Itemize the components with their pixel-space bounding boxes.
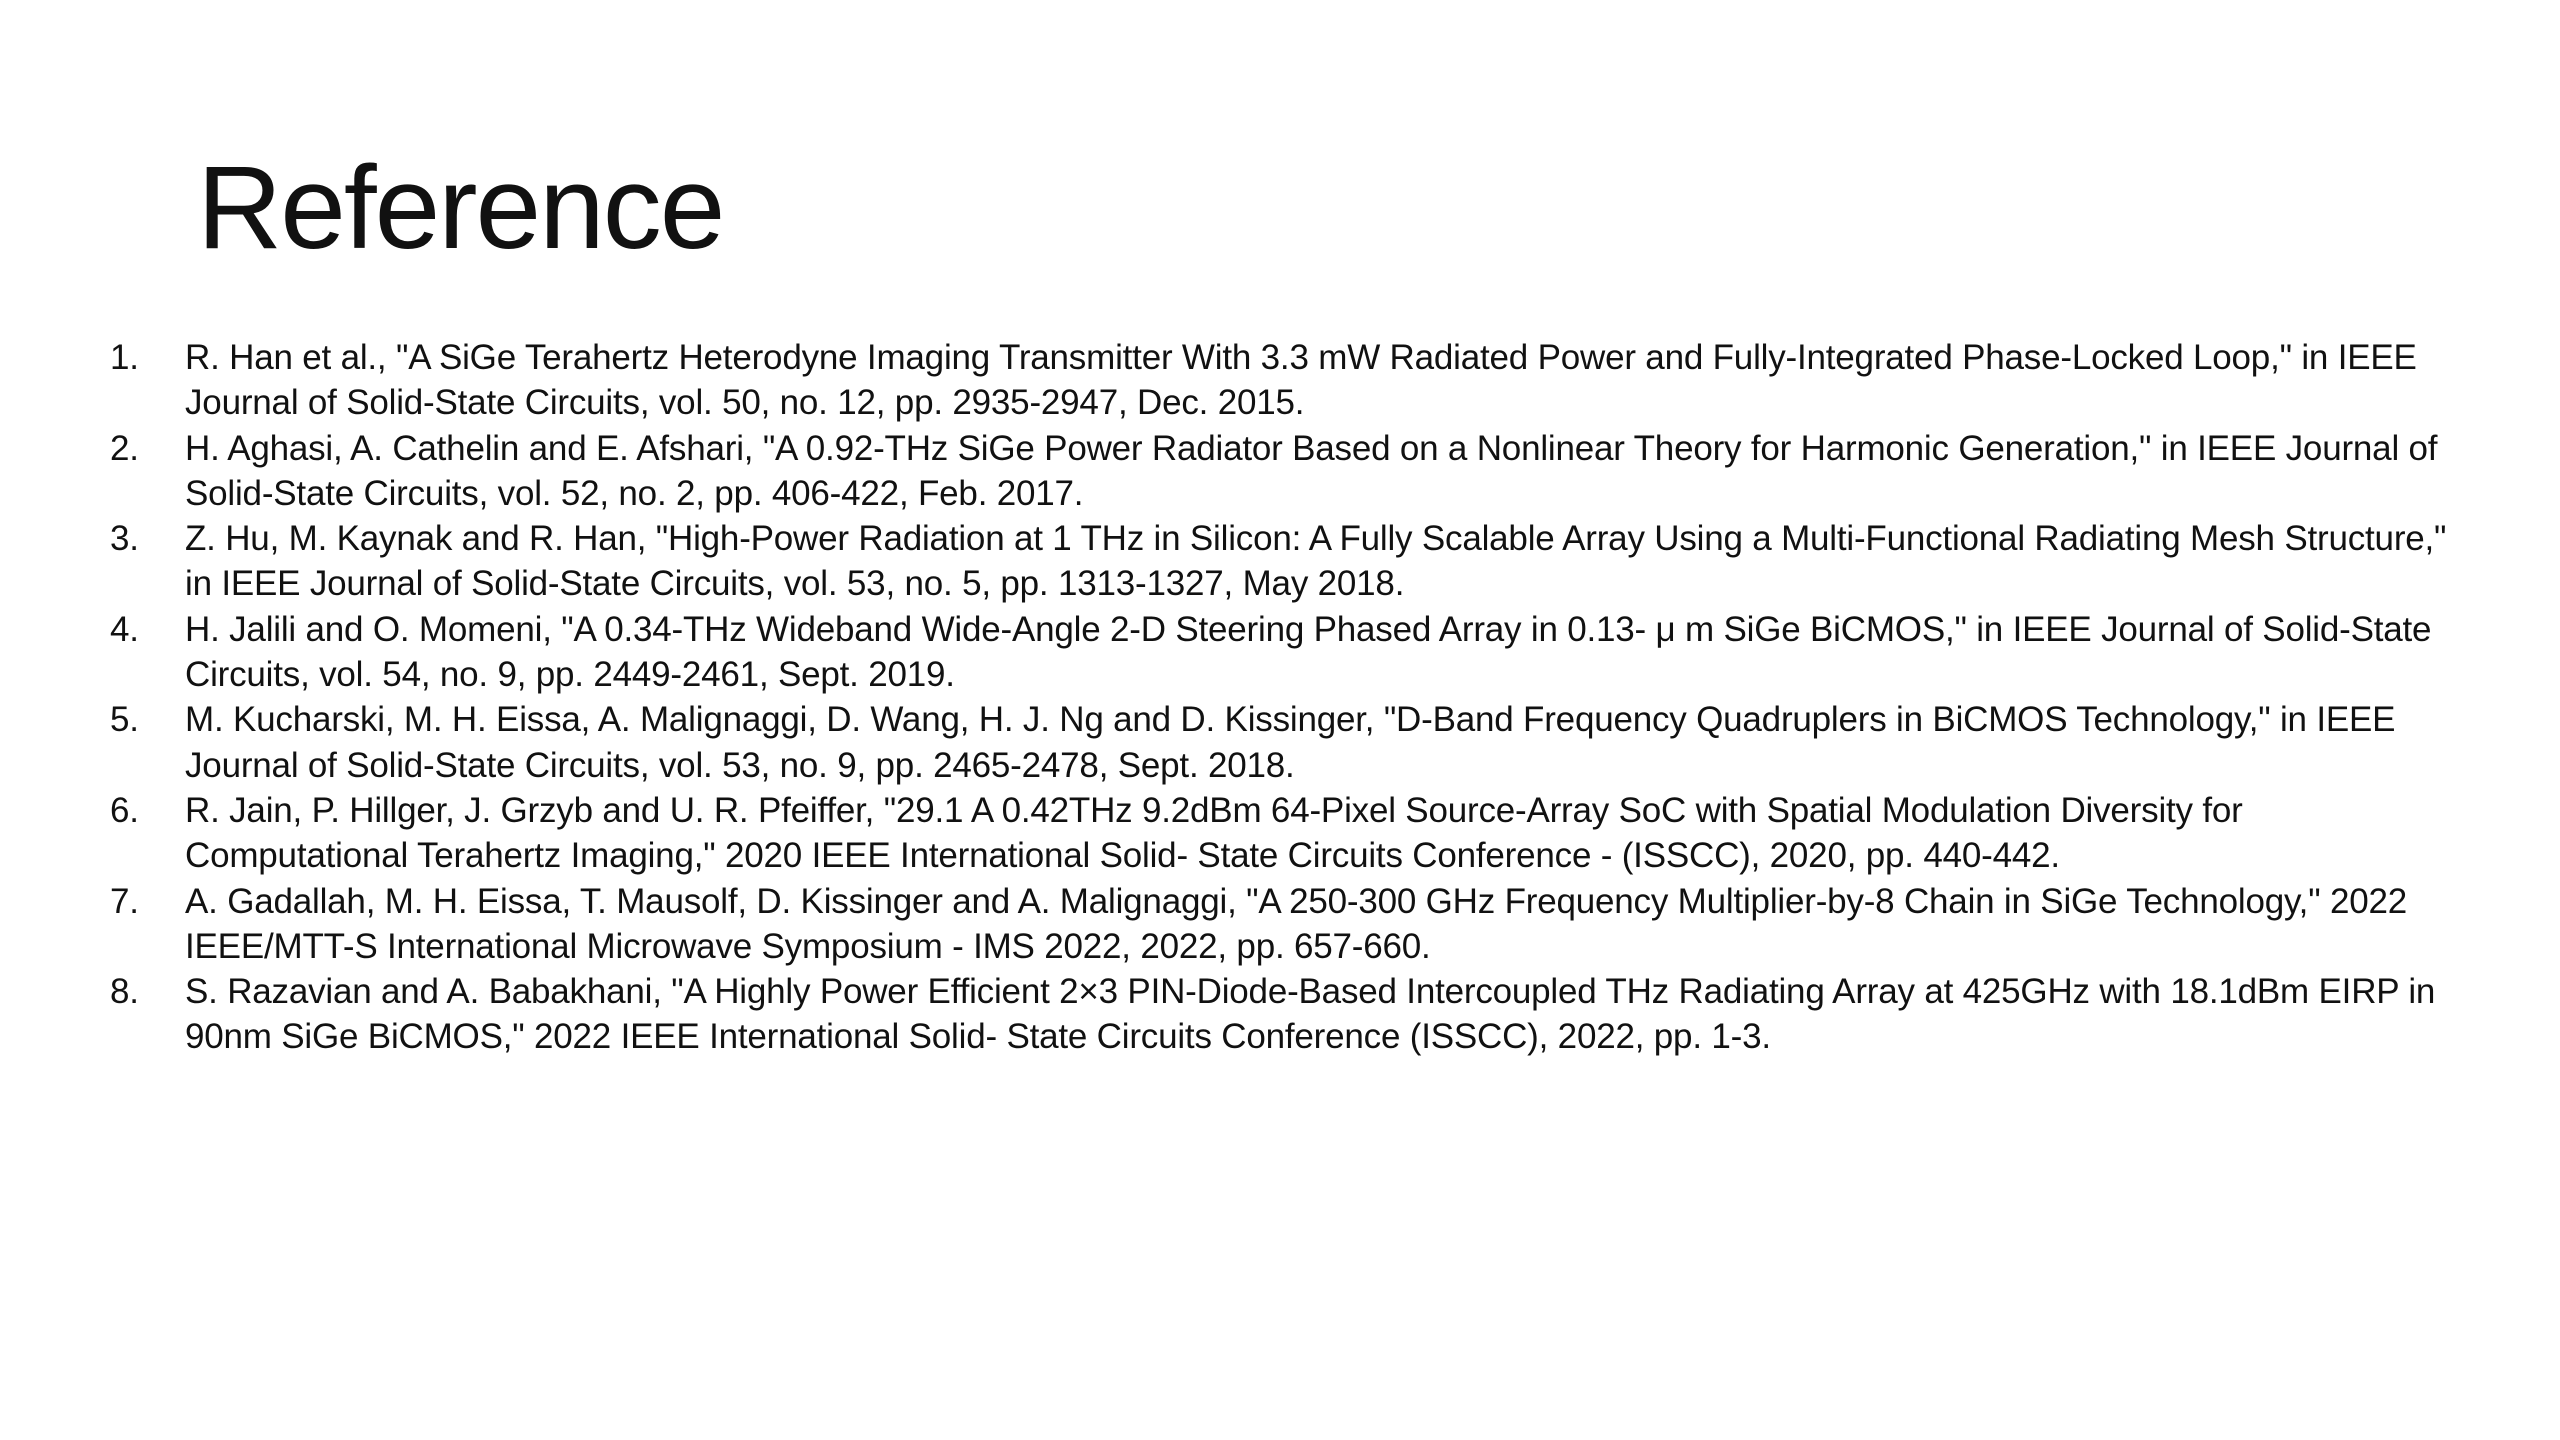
reference-number: 1. [110, 338, 139, 377]
reference-item [110, 426, 2470, 517]
reference-number: 4. [110, 609, 139, 649]
reference-text: Z. Hu, M. Kaynak and R. Han, "High-Power Radiation at 1 THz in Silicon: A Fully Scalable Array Using a Multi-Functional Radiating Mesh Structure," in IEEE Journal of Solid-State Circuits, vol. 53, no. 5, pp. 1313-1327, May 2018. [185, 519, 2447, 604]
reference-text: M. Kucharski, M. H. Eissa, A. Malignaggi, D. Wang, H. J. Ng and D. Kissinger, "D-Band Frequency Quadruplers in BiCMOS Technology," in IEEE Journal of Solid-State Circuits, vol. 53, no. 9, pp. 2465-2478, Sept. 2018. [185, 700, 2396, 785]
reference-number: 3. [110, 519, 139, 559]
reference-item [110, 788, 2470, 879]
reference-item [110, 607, 2470, 698]
reference-text: R. Jain, P. Hillger, J. Grzyb and U. R. Pfeiffer, "29.1 A 0.42THz 9.2dBm 64-Pixel Source-Array SoC with Spatial Modulation Diversity for Computational Terahertz Imaging," 2020 IEEE International Solid- State Circuits Conference - (ISSCC), 2020, pp. 440-442. [185, 790, 2243, 876]
reference-item [110, 969, 2470, 1060]
reference-text: H. Aghasi, A. Cathelin and E. Afshari, "A 0.92-THz SiGe Power Radiator Based on a Nonlinear Theory for Harmonic Generation," in IEEE Journal of Solid-State Circuits, vol. 52, no. 2, pp. 406-422, Feb. 2017. [185, 428, 2438, 513]
reference-text: R. Han et al., "A SiGe Terahertz Heterodyne Imaging Transmitter With 3.3 mW Radiated Power and Fully-Integrated Phase-Locked Loop," in IEEE Journal of Solid-State Circuits, vol. 50, no. 12, pp. 2935-2947, Dec. 2015. [185, 338, 2417, 423]
reference-list [110, 335, 2470, 1060]
reference-number: 7. [110, 881, 139, 921]
reference-item [110, 516, 2470, 607]
reference-item [110, 697, 2470, 788]
slide-title: Reference [197, 142, 724, 274]
reference-number: 5. [110, 700, 139, 740]
reference-number: 2. [110, 428, 139, 468]
reference-item [110, 335, 2470, 426]
reference-text: A. Gadallah, M. H. Eissa, T. Mausolf, D. Kissinger and A. Malignaggi, "A 250-300 GHz Frequency Multiplier-by-8 Chain in SiGe Technology," 2022 IEEE/MTT-S International Microwave Symposium - IMS 2022, 2022, pp. 657-660. [185, 881, 2408, 966]
reference-number: 8. [110, 972, 139, 1012]
reference-item [110, 879, 2470, 970]
reference-text: H. Jalili and O. Momeni, "A 0.34-THz Wideband Wide-Angle 2-D Steering Phased Array in 0.13- μ m SiGe BiCMOS," in IEEE Journal of Solid-State Circuits, vol. 54, no. 9, pp. 2449-2461, Sept. 2019. [185, 609, 2432, 695]
reference-number: 6. [110, 790, 139, 830]
reference-text: S. Razavian and A. Babakhani, "A Highly Power Efficient 2×3 PIN-Diode-Based Intercoupled THz Radiating Array at 425GHz with 18.1dBm EIRP in 90nm SiGe BiCMOS," 2022 IEEE International Solid- State Circuits Conference (ISSCC), 2022, pp. 1-3. [185, 972, 2436, 1057]
